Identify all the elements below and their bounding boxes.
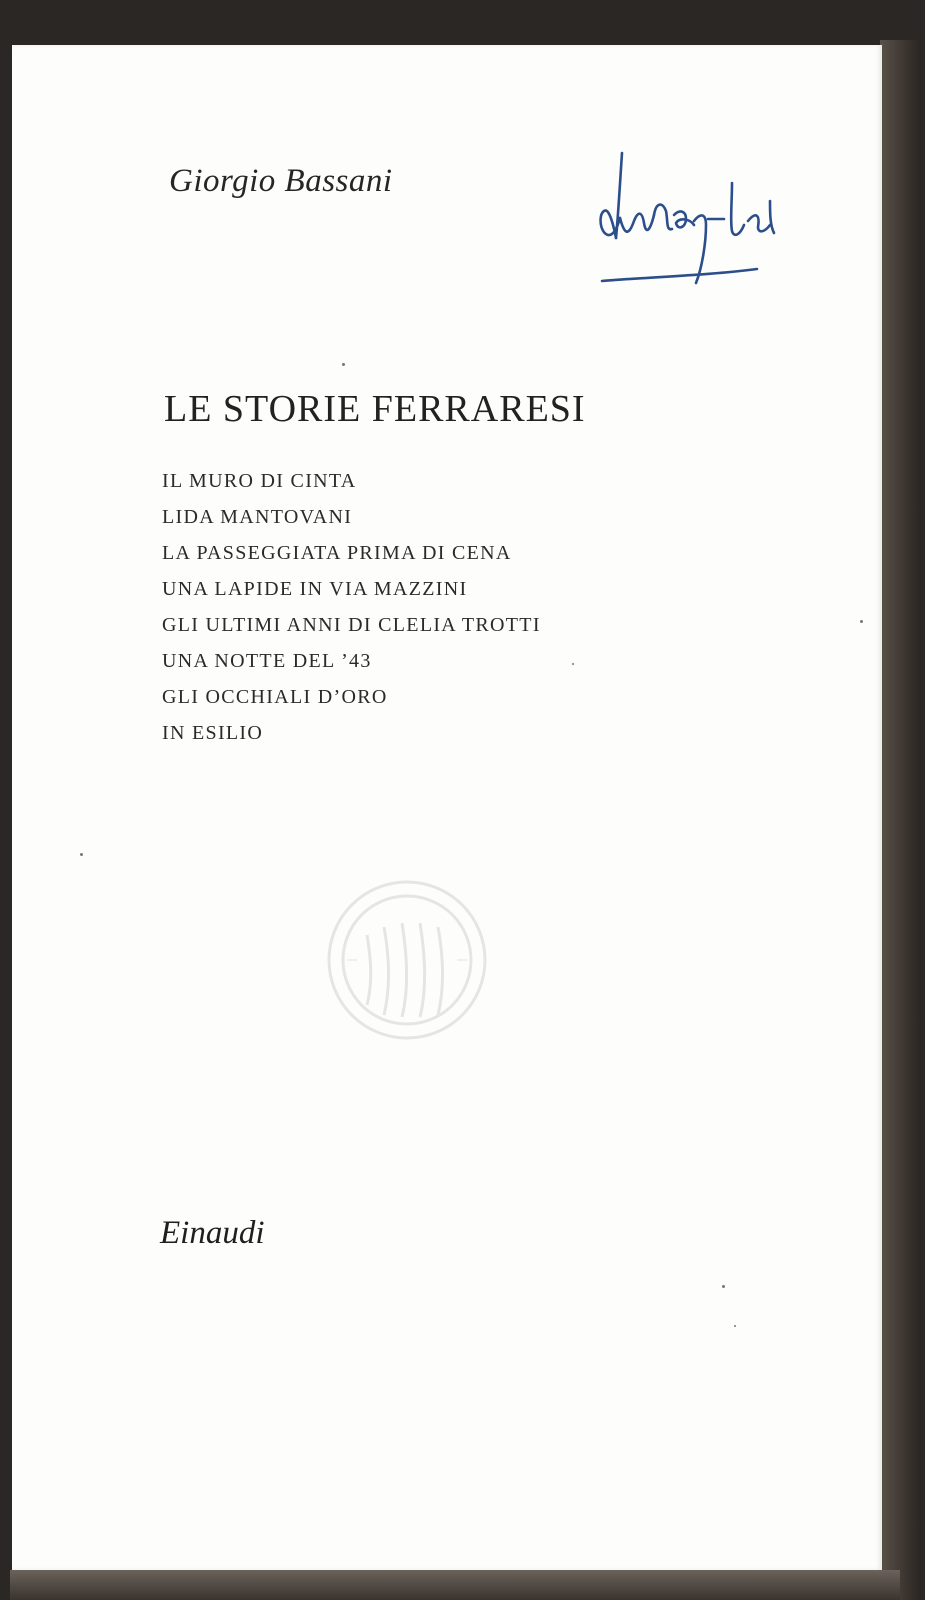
paper-speck [572, 663, 574, 665]
paper-speck [722, 1285, 725, 1288]
paper-speck [860, 620, 863, 623]
contents-item: IL MURO DI CINTA [162, 470, 357, 492]
paper-speck [342, 363, 345, 366]
signature [582, 93, 822, 303]
contents-item: UNA LAPIDE IN VIA MAZZINI [162, 578, 468, 600]
page-edge-right [880, 40, 920, 1600]
contents-item: GLI OCCHIALI D’ORO [162, 686, 388, 708]
contents-item: LIDA MANTOVANI [162, 506, 353, 528]
paper-speck [734, 1325, 736, 1327]
author-name: Giorgio Bassani [169, 163, 393, 199]
publisher-name: Einaudi [160, 1215, 265, 1251]
book-title: LE STORIE FERRARESI [164, 388, 586, 430]
contents-item: LA PASSEGGIATA PRIMA DI CENA [162, 542, 512, 564]
contents-item: GLI ULTIMI ANNI DI CLELIA TROTTI [162, 614, 541, 636]
publisher-seal-emboss-icon [312, 865, 502, 1055]
contents-item: IN ESILIO [162, 722, 264, 744]
table-of-contents [162, 463, 541, 751]
title-page [12, 45, 882, 1570]
paper-speck [80, 853, 83, 856]
page-edge-bottom [10, 1570, 900, 1600]
contents-item: UNA NOTTE DEL ’43 [162, 650, 372, 672]
